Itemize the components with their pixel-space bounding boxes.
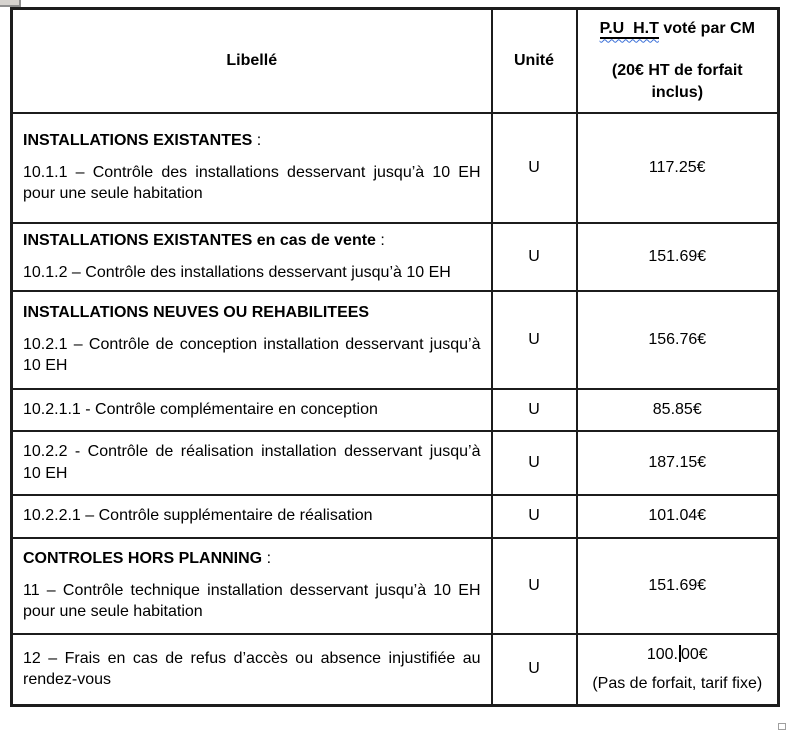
cell-unite[interactable]: U	[492, 389, 577, 431]
row-heading	[23, 302, 481, 324]
cell-unite[interactable]: U	[492, 431, 577, 495]
row-description: 10.2.2 - Contrôle de réalisation installation desservant jusqu’à 10 EH	[23, 442, 481, 482]
cell-price[interactable]: 85.85€	[577, 389, 779, 431]
cell-libelle[interactable]	[12, 113, 492, 223]
cell-libelle[interactable]	[12, 495, 492, 538]
table-row	[12, 538, 779, 634]
cell-libelle[interactable]	[12, 431, 492, 495]
cell-price[interactable]: 151.69€	[577, 223, 779, 291]
row-heading	[23, 230, 481, 252]
row-description: 10.2.2.1 – Contrôle supplémentaire de réalisation	[23, 507, 373, 525]
table-row	[12, 431, 779, 495]
table-row	[12, 634, 779, 706]
header-cell-libelle[interactable]	[12, 9, 492, 113]
row-heading-colon: :	[252, 132, 262, 150]
row-heading-colon: :	[262, 550, 272, 568]
cell-libelle[interactable]	[12, 538, 492, 634]
price-header-subtitle: (20€ HT de forfait inclus)	[611, 61, 743, 101]
cell-libelle[interactable]	[12, 389, 492, 431]
grammar-check-underline	[600, 20, 659, 39]
row-description: 10.1.1 – Contrôle des installations desservant jusqu’à 10 EH pour une seule habitation	[23, 163, 481, 203]
row-description: 10.2.1.1 - Contrôle complémentaire en conception	[23, 400, 378, 418]
table-row	[12, 223, 779, 291]
row-heading	[23, 130, 481, 152]
table-row	[12, 495, 779, 538]
header-libelle-label: Libellé	[226, 51, 278, 69]
price-abbreviation: P.U H.T	[599, 20, 659, 38]
row-heading-text: CONTROLES HORS PLANNING	[23, 550, 263, 568]
cell-unite[interactable]: U	[492, 223, 577, 291]
price-after-cursor: 00€	[680, 646, 708, 664]
cell-price[interactable]: 156.76€	[577, 291, 779, 389]
row-description: 10.2.1 – Contrôle de conception installation desservant jusqu’à 10 EH	[23, 335, 481, 375]
row-heading	[23, 548, 481, 570]
cell-libelle[interactable]	[12, 291, 492, 389]
header-cell-unite[interactable]	[492, 9, 577, 113]
cell-price[interactable]: 101.04€	[577, 495, 779, 538]
row-description: 12 – Frais en cas de refus d’accès ou absence injustifiée au rendez-vous	[23, 649, 481, 689]
table-row	[12, 291, 779, 389]
cell-price[interactable]: 187.15€	[577, 431, 779, 495]
price-title-rest: voté par CM	[658, 20, 755, 38]
table-header-row	[12, 9, 779, 113]
header-unite-label: Unité	[514, 51, 554, 69]
price-with-cursor	[588, 644, 768, 666]
row-heading-text: INSTALLATIONS EXISTANTES	[23, 132, 253, 150]
table-row	[12, 113, 779, 223]
row-description: 11 – Contrôle technique installation desservant jusqu’à 10 EH pour une seule habitation	[23, 581, 481, 621]
price-note: (Pas de forfait, tarif fixe)	[592, 674, 763, 692]
row-heading-colon: :	[375, 231, 385, 249]
tariff-table	[10, 7, 780, 707]
cell-libelle[interactable]	[12, 634, 492, 706]
cell-unite[interactable]: U	[492, 634, 577, 706]
cell-unite[interactable]: U	[492, 113, 577, 223]
row-heading-text: INSTALLATIONS EXISTANTES en cas de vente	[23, 231, 376, 249]
cell-unite[interactable]: U	[492, 291, 577, 389]
cell-unite[interactable]: U	[492, 538, 577, 634]
price-header-title	[588, 18, 768, 40]
row-heading-text: INSTALLATIONS NEUVES OU REHABILITEES	[23, 304, 370, 322]
table-resize-handle[interactable]	[778, 723, 786, 730]
cell-unite[interactable]: U	[492, 495, 577, 538]
cell-price[interactable]: 151.69€	[577, 538, 779, 634]
header-cell-price[interactable]	[577, 9, 779, 113]
cell-libelle[interactable]	[12, 223, 492, 291]
row-description: 10.1.2 – Contrôle des installations desservant jusqu’à 10 EH	[23, 263, 451, 281]
price-before-cursor: 100.	[646, 646, 678, 664]
cell-price[interactable]: 117.25€	[577, 113, 779, 223]
table-move-handle[interactable]	[0, 0, 21, 7]
table-row	[12, 389, 779, 431]
cell-price[interactable]	[577, 634, 779, 706]
